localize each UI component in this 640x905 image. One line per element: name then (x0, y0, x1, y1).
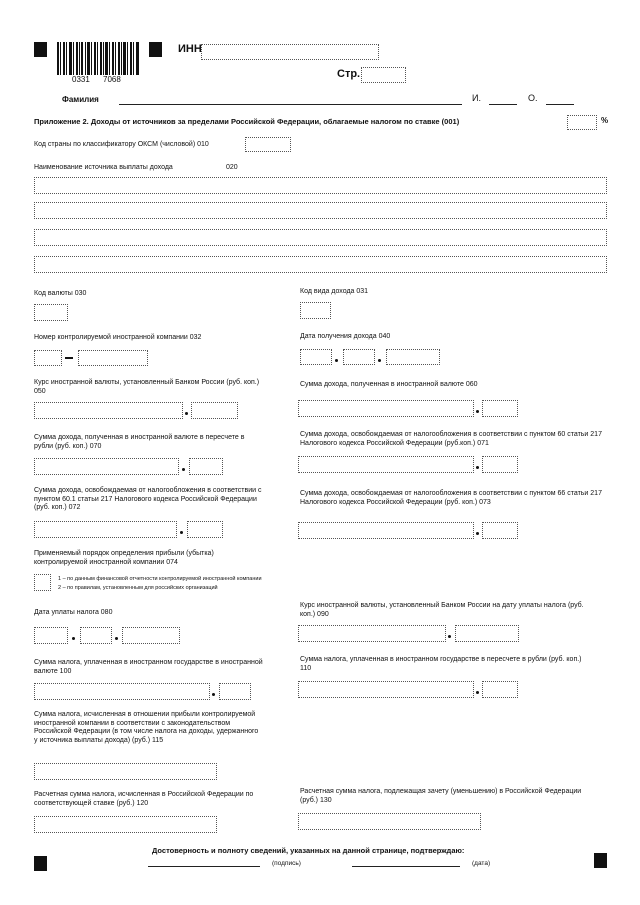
option-074-1: 1 – по данным финансовой отчетности контролируемой иностранной компании (58, 576, 262, 582)
field-073-dot (476, 532, 479, 535)
label-071: Сумма дохода, освобождаемая от налогообложения в соответствии с пунктом 60 статьи 217 Налогового кодекса Российской Федерации (руб.коп.) 071 (300, 431, 602, 447)
field-040-day[interactable] (300, 349, 332, 365)
label-090: Курс иностранной валюты, установленный Банком России на дату уплаты налога (руб. коп.) 090 (300, 602, 584, 618)
field-073-kopecks[interactable] (482, 522, 518, 539)
field-020-source-line-1[interactable] (34, 177, 607, 194)
field-110-dot (476, 691, 479, 694)
field-090-dot (448, 635, 451, 638)
field-080-dot-2 (115, 637, 118, 640)
field-060-dot (476, 410, 479, 413)
option-074-2: 2 – по правилам, установленным для российских организаций (58, 585, 218, 591)
date-caption: (дата) (472, 860, 491, 867)
label-130: Расчетная сумма налога, подлежащая зачету (уменьшению) в Российской Федерации (руб.) 130 (300, 788, 582, 804)
label-100: Сумма налога, уплаченная в иностранном государстве в иностранной валюте 100 (34, 659, 263, 675)
field-080-month[interactable] (80, 627, 112, 644)
field-070-kopecks[interactable] (189, 458, 223, 475)
signature-caption: (подпись) (272, 860, 301, 867)
label-020: Наименование источника выплаты дохода (34, 164, 173, 171)
label-072: Сумма дохода, освобождаемая от налогообложения в соответствии с пунктом 60.1 статьи 217 Налогового кодекса Российской Федерации (руб. коп.) 072 (34, 487, 262, 511)
field-040-month[interactable] (343, 349, 375, 365)
inn-field[interactable] (201, 44, 379, 60)
confirmation-text: Достоверность и полноту сведений, указанных на данной странице, подтверждаю: (152, 846, 465, 855)
field-080-day[interactable] (34, 627, 68, 644)
field-080-year[interactable] (122, 627, 180, 644)
page-label: Стр. (337, 68, 361, 80)
initial-o-label: О. (528, 93, 538, 103)
field-090-rubles[interactable] (298, 625, 446, 642)
field-090-kopecks[interactable] (455, 625, 519, 642)
field-060-integer[interactable] (298, 400, 474, 417)
field-020-source-line-4[interactable] (34, 256, 607, 273)
label-115: Сумма налога, исчисленная в отношении прибыли контролируемой иностранной компании в соответствии с законодательством Российской Федерации (в том числе налога на доходы, удержанного у источника выплаты дохода) (руб.) 115 (34, 711, 259, 744)
field-040-dot-1 (335, 359, 338, 362)
field-074-method[interactable] (34, 574, 51, 591)
field-032-separator (65, 357, 73, 359)
corner-marker-bottom-left (34, 856, 47, 871)
label-080: Дата уплаты налога 080 (34, 609, 113, 616)
field-050-dot (185, 412, 188, 415)
field-115-amount[interactable] (34, 763, 217, 780)
label-031: Код вида дохода 031 (300, 288, 369, 295)
field-010-country-code[interactable] (245, 137, 291, 152)
field-120-amount[interactable] (34, 816, 217, 833)
label-040: Дата получения дохода 040 (300, 333, 391, 340)
field-030-currency-code[interactable] (34, 304, 68, 321)
field-071-kopecks[interactable] (482, 456, 518, 473)
corner-marker-top-left (34, 42, 47, 57)
field-031-income-type[interactable] (300, 302, 331, 319)
field-060-fraction[interactable] (482, 400, 518, 417)
initial-o-field[interactable] (546, 104, 574, 105)
label-110: Сумма налога, уплаченная в иностранном государстве в пересчете в рубли (руб. коп.) 110 (300, 656, 582, 672)
initial-i-field[interactable] (489, 104, 517, 105)
signature-field[interactable] (148, 866, 260, 867)
field-110-kopecks[interactable] (482, 681, 518, 698)
field-072-kopecks[interactable] (187, 521, 223, 538)
field-040-year[interactable] (386, 349, 440, 365)
surname-field[interactable] (119, 104, 462, 105)
label-060: Сумма дохода, полученная в иностранной валюте 060 (300, 381, 478, 388)
field-050-kopecks[interactable] (191, 402, 238, 419)
field-040-dot-2 (378, 359, 381, 362)
field-070-dot (182, 468, 185, 471)
label-050: Курс иностранной валюты, установленный Банком России (руб. коп.) 050 (34, 379, 260, 395)
field-032-part-2[interactable] (78, 350, 148, 366)
label-073: Сумма дохода, освобождаемая от налогообложения в соответствии с пунктом 66 статьи 217 Налогового кодекса Российской Федерации (руб. коп.) 073 (300, 490, 602, 506)
label-032: Номер контролируемой иностранной компании 032 (34, 334, 202, 341)
barcode-icon (57, 42, 139, 75)
field-072-dot (180, 531, 183, 534)
field-110-rubles[interactable] (298, 681, 474, 698)
field-080-dot-1 (72, 637, 75, 640)
page-title: Приложение 2. Доходы от источников за пределами Российской Федерации, облагаемые налогом по ставке (001) (34, 117, 460, 126)
field-100-fraction[interactable] (219, 683, 251, 700)
corner-marker-bottom-right (594, 853, 607, 868)
field-071-rubles[interactable] (298, 456, 474, 473)
field-071-dot (476, 466, 479, 469)
code-020: 020 (226, 164, 238, 171)
field-130-amount[interactable] (298, 813, 481, 830)
barcode-number-left: 0331 (72, 75, 90, 84)
field-070-rubles[interactable] (34, 458, 179, 475)
date-field[interactable] (352, 866, 460, 867)
percent-sign: % (601, 116, 609, 125)
barcode-number-right: 7068 (103, 75, 121, 84)
field-072-rubles[interactable] (34, 521, 177, 538)
field-020-source-line-3[interactable] (34, 229, 607, 246)
page-number-field[interactable] (361, 67, 406, 83)
surname-label: Фамилия (62, 95, 99, 104)
field-032-part-1[interactable] (34, 350, 62, 366)
label-074: Применяемый порядок определения прибыли (убытка) контролируемой иностранной компании 074 (34, 550, 214, 566)
field-100-dot (212, 693, 215, 696)
corner-marker-top-middle (149, 42, 162, 57)
inn-label: ИНН (178, 43, 202, 55)
label-070: Сумма дохода, полученная в иностранной валюте в пересчете в рубли (руб. коп.) 070 (34, 434, 245, 450)
label-030: Код валюты 030 (34, 290, 87, 297)
field-073-rubles[interactable] (298, 522, 474, 539)
field-020-source-line-2[interactable] (34, 202, 607, 219)
field-100-integer[interactable] (34, 683, 210, 700)
tax-rate-field[interactable] (567, 115, 597, 130)
field-050-rubles[interactable] (34, 402, 183, 419)
label-010: Код страны по классификатору ОКСМ (числовой) 010 (34, 141, 209, 148)
label-120: Расчетная сумма налога, исчисленная в Российской Федерации по соответствующей ставке (руб.) 120 (34, 791, 254, 807)
initial-i-label: И. (472, 93, 481, 103)
